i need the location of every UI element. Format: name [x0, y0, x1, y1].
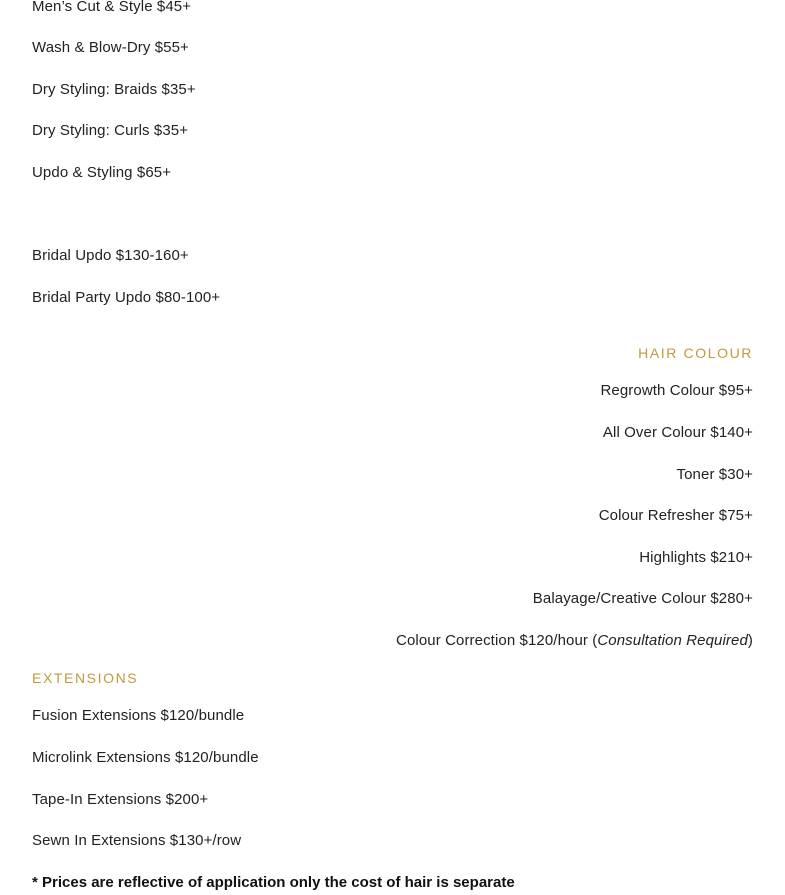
service-wash-blow-dry: Wash & Blow-Dry $55+ [32, 39, 189, 56]
service-dry-styling-braids: Dry Styling: Braids $35+ [32, 81, 196, 98]
service-toner: Toner $30+ [676, 466, 753, 483]
service-regrowth-colour: Regrowth Colour $95+ [600, 382, 753, 399]
service-dry-styling-curls: Dry Styling: Curls $35+ [32, 122, 189, 139]
service-fusion-extensions: Fusion Extensions $120/bundle [32, 707, 245, 724]
colour-correction-close: ) [747, 632, 753, 649]
service-sewn-in-extensions: Sewn In Extensions $130+/row [32, 832, 242, 849]
pricing-footnote: * Prices are reflective of application only the cost of hair is separate [32, 874, 515, 891]
service-updo-styling: Updo & Styling $65+ [32, 164, 172, 181]
extensions-heading: EXTENSIONS [32, 670, 139, 686]
service-highlights: Highlights $210+ [639, 549, 753, 566]
service-mens-cut: Men’s Cut & Style $45+ [32, 0, 192, 15]
service-bridal-updo: Bridal Updo $130-160+ [32, 247, 189, 264]
service-all-over-colour: All Over Colour $140+ [602, 424, 753, 441]
service-bridal-party-updo: Bridal Party Updo $80-100+ [32, 289, 221, 306]
hair-colour-heading: HAIR COLOUR [638, 345, 753, 361]
colour-correction-price: Colour Correction $120/hour ( [396, 632, 598, 649]
service-balayage: Balayage/Creative Colour $280+ [532, 590, 753, 607]
service-tape-in-extensions: Tape-In Extensions $200+ [32, 791, 209, 808]
service-colour-refresher: Colour Refresher $75+ [598, 507, 753, 524]
service-colour-correction [32, 632, 753, 650]
price-list [32, 0, 753, 895]
service-microlink-extensions: Microlink Extensions $120/bundle [32, 749, 259, 766]
consultation-required-note: Consultation Required [597, 632, 748, 649]
